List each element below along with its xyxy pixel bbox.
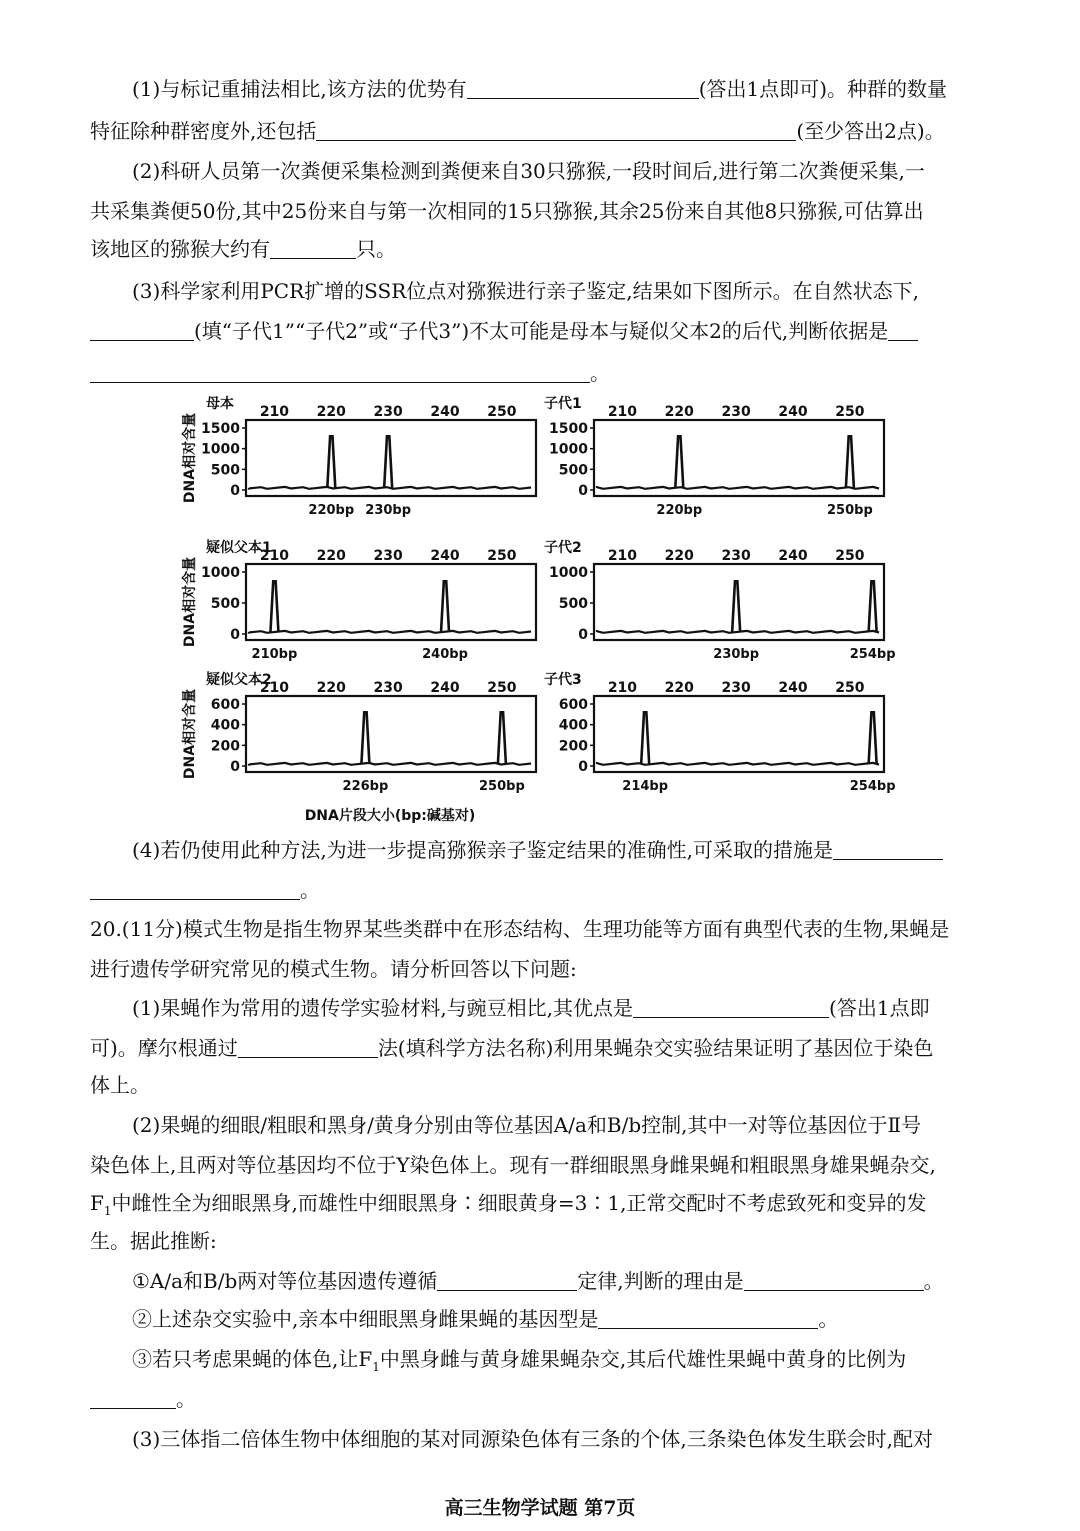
q20-part2-line3 (90, 1190, 926, 1224)
q20-s3-text-a: ③若只考虑果蝇的体色,让F (132, 1347, 373, 1371)
q19-part2-line2: 共采集粪便50份,其中25份来自与第一次相同的15只猕猴,其余25份来自其他8只猕猴,可估算出 (90, 199, 924, 223)
q19-p1-text-b: (答出1点即可)。种群的数量 (698, 77, 948, 101)
x-tick-label: 210 (607, 680, 638, 696)
chart-panel-1 (201, 395, 536, 518)
x-tick-label: 230 (373, 680, 403, 696)
q20-intro-line2: 进行遗传学研究常见的模式生物。请分析回答以下问题: (90, 957, 577, 981)
q19-p1-text-c: 特征除种群密度外,还包括 (90, 119, 317, 143)
q19-p2-text-d: 只。 (356, 237, 396, 261)
q19-p3-blank-3[interactable] (90, 362, 590, 383)
y-tick-label: 400 (210, 717, 240, 734)
x-tick-label: 230 (373, 404, 403, 420)
y-tick-label: 1500 (549, 421, 588, 437)
x-tick-label: 250 (835, 680, 865, 696)
chart-frame (246, 564, 536, 640)
q20-p1-text-c: 可)。摩尔根通过 (90, 1036, 238, 1060)
y-tick-label: 0 (230, 483, 240, 499)
x-tick-label: 230 (721, 548, 751, 564)
peak-label: 220bp (656, 503, 703, 518)
q20-p2-f-symbol: F (90, 1191, 104, 1215)
q20-sub2-line (132, 1306, 838, 1332)
x-tick-label: 240 (778, 404, 808, 420)
peak-label: 230bp (365, 503, 412, 518)
q20-part1-line2 (90, 1035, 933, 1061)
q20-s3-text-c: 。 (176, 1387, 196, 1411)
panel-title: 疑似父本2 (206, 672, 272, 688)
x-tick-label: 210 (259, 404, 290, 420)
x-tick-label: 240 (430, 548, 460, 564)
ssr-peak-figure (180, 392, 900, 824)
y-tick-label: 600 (558, 697, 588, 713)
x-tick-label: 250 (487, 404, 517, 420)
q20-s2-blank[interactable] (598, 1308, 818, 1329)
y-tick-label: 600 (210, 697, 240, 713)
peak-label: 226bp (342, 779, 389, 794)
q19-p4-blank-1[interactable] (833, 839, 943, 860)
x-tick-label: 210 (607, 548, 638, 564)
y-tick-label: 0 (230, 759, 240, 775)
y-tick-label: 500 (210, 462, 240, 479)
y-tick-label: 500 (558, 462, 588, 479)
q20-s1-text-a: ①A/a和B/b两对等位基因遗传遵循 (132, 1269, 438, 1293)
chart-frame (594, 696, 884, 772)
x-tick-label: 250 (487, 680, 517, 696)
x-axis-label: DNA片段大小(bp:碱基对) (304, 808, 476, 824)
x-tick-label: 220 (316, 680, 346, 696)
peak-label: 254bp (849, 779, 896, 794)
q19-part4-line1 (132, 837, 943, 863)
panel-title: 子代1 (544, 396, 582, 412)
q20-s1-blank-2[interactable] (744, 1270, 924, 1291)
q20-p1-text-b: (答出1点即 (829, 996, 930, 1020)
q20-s1-text-c: 。 (923, 1269, 944, 1293)
q19-part4-line2 (90, 877, 320, 903)
q19-p4-text-a: (4)若仍使用此种方法,为进一步提高猕猴亲子鉴定结果的准确性,可采取的措施是 (132, 838, 834, 862)
peak-label: 214bp (622, 779, 669, 794)
q20-part2-line2: 染色体上,且两对等位基因均不位于Y染色体上。现有一群细眼黑身雌果蝇和粗眼黑身雄果蝇杂交, (90, 1153, 936, 1177)
q19-part2-line1: (2)科研人员第一次粪便采集检测到粪便来自30只猕猴,一段时间后,进行第二次粪便采集,一 (132, 159, 925, 183)
x-tick-label: 250 (487, 548, 517, 564)
y-axis-label: DNA相对含量 (182, 688, 198, 780)
x-tick-label: 220 (664, 548, 694, 564)
q19-p2-blank[interactable] (270, 238, 356, 259)
peak-label: 250bp (827, 503, 873, 518)
q19-p1-blank-1[interactable] (467, 78, 699, 99)
x-tick-label: 240 (430, 404, 460, 420)
q20-part2-line1: (2)果蝇的细眼/粗眼和黑身/黄身分别由等位基因A/a和B/b控制,其中一对等位基因位于Ⅱ号 (132, 1113, 922, 1137)
y-tick-label: 200 (210, 738, 240, 755)
panel-title: 子代2 (544, 540, 582, 556)
q20-s2-text-a: ②上述杂交实验中,亲本中细眼黑身雌果蝇的基因型是 (132, 1307, 599, 1331)
y-tick-label: 1000 (201, 441, 240, 458)
x-tick-label: 230 (721, 404, 751, 420)
q19-p1-text-a: (1)与标记重捕法相比,该方法的优势有 (132, 77, 467, 101)
panel-title: 子代3 (544, 672, 582, 688)
x-tick-label: 210 (259, 680, 290, 696)
q20-intro-line1: 20.(11分)模式生物是指生物界某些类群中在形态结构、生理功能等方面有典型代表的生物,果蝇是 (90, 917, 950, 941)
chart-panel-4 (544, 539, 896, 662)
q20-part1-line1 (132, 995, 930, 1021)
chart-panel-3 (201, 539, 536, 662)
q19-p3-blank-1[interactable] (90, 320, 194, 341)
q19-part2-line3 (90, 236, 396, 262)
peak-label: 210bp (251, 647, 298, 662)
q20-p1-blank-2[interactable] (238, 1037, 378, 1058)
q20-p1-text-a: (1)果蝇作为常用的遗传学实验材料,与豌豆相比,其优点是 (132, 996, 634, 1020)
x-tick-label: 250 (835, 404, 865, 420)
q20-s2-text-b: 。 (818, 1307, 839, 1331)
q19-p1-text-d: (至少答出2点)。 (796, 119, 945, 143)
chart-panel-6 (544, 671, 896, 794)
q20-s1-blank-1[interactable] (437, 1270, 577, 1291)
page-footer: 高三生物学试题 第7页 (444, 1497, 636, 1519)
chart-frame (594, 420, 884, 496)
q20-p1-blank-1[interactable] (633, 997, 829, 1018)
y-tick-label: 1500 (201, 421, 240, 437)
x-tick-label: 230 (373, 548, 403, 564)
q19-p3-blank-2[interactable] (888, 320, 918, 341)
x-tick-label: 220 (316, 548, 346, 564)
peak-label: 240bp (422, 647, 468, 662)
q20-s3-text-b: 中黑身雌与黄身雄果蝇杂交,其后代雄性果蝇中黄身的比例为 (379, 1347, 907, 1371)
x-tick-label: 240 (778, 548, 808, 564)
x-tick-label: 250 (835, 548, 865, 564)
q20-part2-line4: 生。据此推断: (90, 1229, 217, 1253)
panel-title: 母本 (206, 396, 234, 412)
q20-p2-text-c: 中雌性全为细眼黑身,而雄性中细眼黑身∶细眼黄身=3∶1,正常交配时不考虑致死和变异的发 (111, 1191, 927, 1215)
y-tick-label: 200 (558, 738, 588, 755)
peak-label: 250bp (479, 779, 525, 794)
x-tick-label: 220 (664, 680, 694, 696)
q19-p3-text-b: (填“子代1”“子代2”或“子代3”)不太可能是母本与疑似父本2的后代,判断依据是 (194, 319, 889, 343)
peak-label: 220bp (308, 503, 355, 518)
q20-sub3-line1 (132, 1346, 906, 1380)
peak-label: 254bp (849, 647, 896, 662)
x-tick-label: 210 (607, 404, 638, 420)
y-tick-label: 0 (578, 627, 588, 643)
q19-part1-line2 (90, 118, 945, 144)
q20-sub1-line (132, 1268, 944, 1294)
x-tick-label: 220 (664, 404, 694, 420)
chart-panel-2 (544, 395, 884, 518)
chart-frame (246, 696, 536, 772)
y-tick-label: 0 (578, 759, 588, 775)
y-tick-label: 400 (558, 717, 588, 734)
q20-part1-line3: 体上。 (90, 1073, 150, 1097)
panel-title: 疑似父本1 (206, 540, 272, 556)
y-tick-label: 0 (230, 627, 240, 643)
y-tick-label: 500 (210, 596, 240, 612)
q19-part3-line1: (3)科学家利用PCR扩增的SSR位点对猕猴进行亲子鉴定,结果如下图所示。在自然状态下, (132, 279, 919, 303)
y-tick-label: 500 (558, 596, 588, 612)
x-tick-label: 240 (778, 680, 808, 696)
q20-part3-line1: (3)三体指二倍体生物中体细胞的某对同源染色体有三条的个体,三条染色体发生联会时,配对 (132, 1427, 934, 1451)
x-tick-label: 220 (316, 404, 346, 420)
x-tick-label: 240 (430, 680, 460, 696)
q20-s3-blank[interactable] (90, 1388, 176, 1409)
y-tick-label: 1000 (201, 565, 240, 581)
x-tick-label: 210 (259, 548, 290, 564)
q19-part3-line2 (90, 318, 918, 344)
q19-p4-blank-2[interactable] (90, 879, 300, 900)
q19-p2-text-c: 该地区的猕猴大约有 (90, 237, 270, 261)
peak-label: 230bp (713, 647, 760, 662)
q19-part3-line3 (90, 360, 610, 386)
y-axis-label: DNA相对含量 (182, 556, 198, 648)
q20-p1-text-d: 法(填科学方法名称)利用果蝇杂交实验结果证明了基因位于染色 (377, 1036, 934, 1060)
q20-s1-text-b: 定律,判断的理由是 (577, 1269, 744, 1293)
y-tick-label: 0 (578, 483, 588, 499)
q19-p3-text-c: 。 (590, 361, 610, 385)
x-tick-label: 230 (721, 680, 751, 696)
y-tick-label: 1000 (549, 565, 588, 581)
q19-part1-line1 (132, 76, 947, 102)
q19-p4-text-b: 。 (300, 878, 320, 902)
q20-sub3-line2 (90, 1386, 196, 1412)
q20-p2-f-sub: 1 (103, 1204, 112, 1218)
y-axis-label: DNA相对含量 (182, 412, 198, 504)
q20-s3-f-sub: 1 (372, 1360, 380, 1374)
q19-p1-blank-2[interactable] (316, 120, 796, 141)
y-tick-label: 1000 (549, 441, 588, 458)
chart-panel-5 (206, 671, 536, 794)
